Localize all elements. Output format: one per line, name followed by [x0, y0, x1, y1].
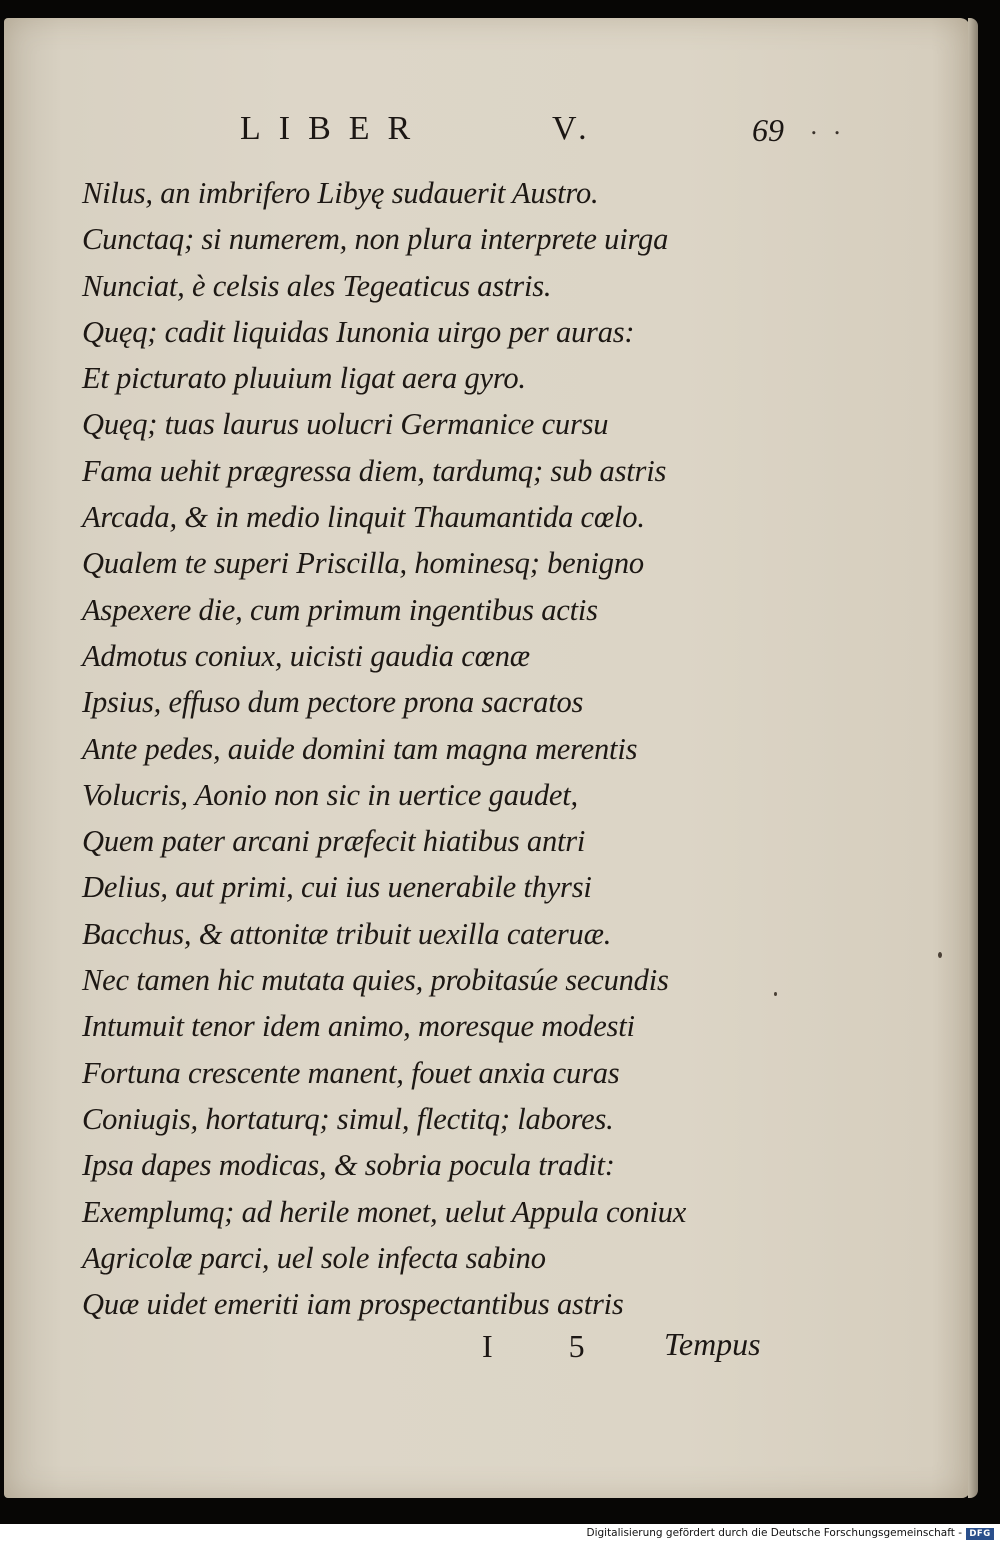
- verse-line: Ipsius, effuso dum pectore prona sacratos: [82, 685, 584, 720]
- digitization-credit: Digitalisierung gefördert durch die Deutsche Forschungsgemeinschaft -: [586, 1527, 962, 1539]
- verse-line: Et picturato pluuium ligat aera gyro.: [82, 361, 526, 396]
- ink-speck: [938, 952, 942, 958]
- verse-line: Exemplumq; ad herile monet, uelut Appula coniux: [82, 1194, 687, 1229]
- ink-speck: [774, 992, 777, 996]
- catchword: Tempus: [664, 1326, 761, 1362]
- verse-line: Qualem te superi Priscilla, hominesq; benigno: [82, 546, 644, 581]
- running-title: LIBER: [240, 110, 429, 147]
- verse-line: Volucris, Aonio non sic in uertice gaudet,: [82, 777, 578, 812]
- signature-mark: I 5: [482, 1328, 619, 1364]
- verse-line: Cunctaq; si numerem, non plura interprete uirga: [82, 222, 669, 257]
- verse-line: Ante pedes, auide domini tam magna merentis: [82, 731, 638, 766]
- verse-list: [82, 170, 802, 1327]
- verse-line: Admotus coniux, uicisti gaudia cœnæ: [82, 638, 530, 673]
- verse-line: Nec tamen hic mutata quies, probitasúe secundis: [82, 963, 669, 998]
- verse-line: Quem pater arcani præfecit hiatibus antri: [82, 824, 586, 859]
- dfg-logo-icon: DFG: [966, 1528, 994, 1540]
- book-page: [4, 18, 970, 1498]
- page-number: 69: [752, 112, 784, 148]
- verse-line: Quęq; cadit liquidas Iunonia uirgo per auras:: [82, 314, 635, 349]
- digitization-credit-bar: [0, 1524, 1000, 1544]
- verse-line: Aspexere die, cum primum ingentibus actis: [82, 592, 598, 627]
- verse-line: Arcada, & in medio linquit Thaumantida cœlo.: [82, 500, 645, 535]
- verse-line: Ipsa dapes modicas, & sobria pocula tradit:: [82, 1148, 615, 1183]
- verse-line: Quæ uidet emeriti iam prospectantibus astris: [82, 1287, 624, 1322]
- verse-line: Delius, aut primi, cui ius uenerabile thyrsi: [82, 870, 592, 905]
- verse-line: Intumuit tenor idem animo, moresque modesti: [82, 1009, 635, 1044]
- verse-line: Quęq; tuas laurus uolucri Germanice cursu: [82, 407, 609, 442]
- verse-line: Fama uehit prægressa diem, tardumq; sub astris: [82, 453, 667, 488]
- book-number: V.: [552, 110, 593, 147]
- verse-line: Coniugis, hortaturq; simul, flectitq; labores.: [82, 1101, 614, 1136]
- verse-line: Nilus, an imbrifero Libyę sudauerit Austro.: [82, 176, 599, 210]
- verse-line: Bacchus, & attonitæ tribuit uexilla cateruæ.: [82, 916, 612, 951]
- verse-line: Agricolæ parci, uel sole infecta sabino: [82, 1240, 546, 1275]
- verse-line: Nunciat, è celsis ales Tegeaticus astris.: [82, 268, 552, 303]
- folio-dots: . .: [810, 112, 845, 140]
- verse-line: Fortuna crescente manent, fouet anxia curas: [82, 1055, 620, 1090]
